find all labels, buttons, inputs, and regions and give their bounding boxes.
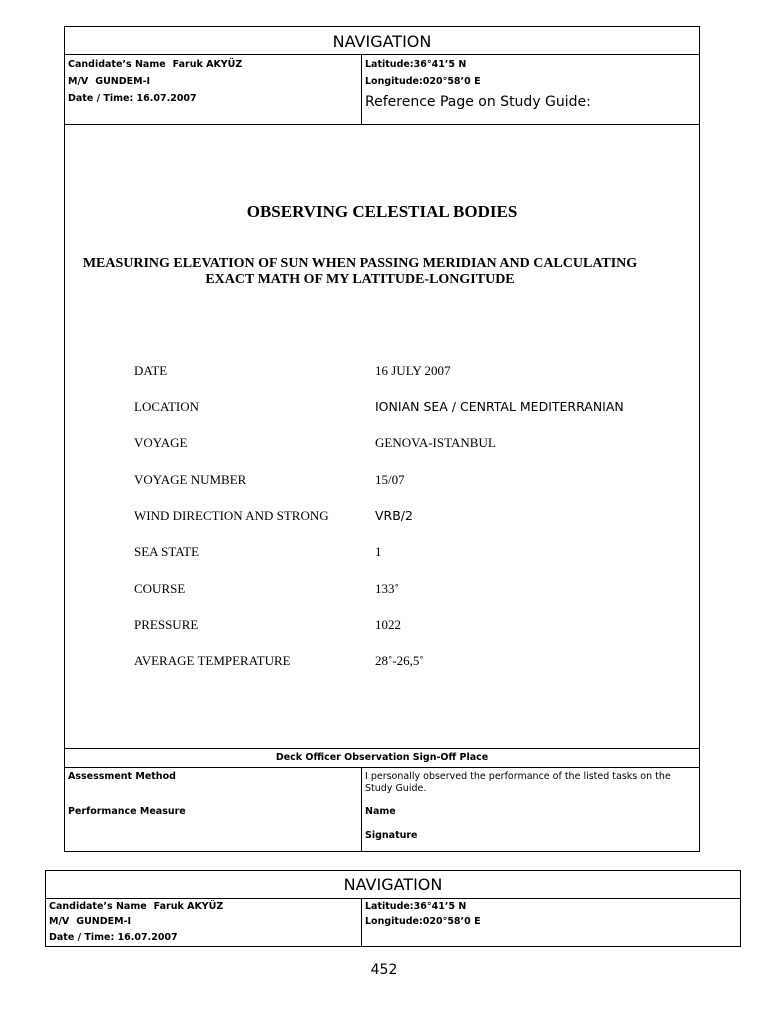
info-row-voyage-number xyxy=(134,472,694,492)
info-row-date xyxy=(134,363,694,383)
vessel-field xyxy=(68,76,150,88)
info-value: 1022 xyxy=(375,617,401,632)
info-label: SEA STATE xyxy=(134,544,200,559)
info-row-temperature xyxy=(134,653,694,673)
info-value: 28˚-26,5˚ xyxy=(375,653,424,668)
info-value: 133˚ xyxy=(375,581,399,596)
info-label: PRESSURE xyxy=(134,617,199,632)
candidate-label: Candidate’s Name xyxy=(68,59,166,70)
info-label: DATE xyxy=(134,363,168,378)
reference-page-field: Reference Page on Study Guide: xyxy=(365,94,591,110)
latitude-field: Latitude:36°41’5 N xyxy=(365,59,467,70)
vessel-name: GUNDEM-I xyxy=(95,76,151,87)
divider xyxy=(361,767,362,851)
info-value: 1 xyxy=(375,544,382,559)
info-row-sea-state xyxy=(134,544,694,564)
candidate-name-field xyxy=(68,59,242,71)
signoff-heading: Deck Officer Observation Sign-Off Place xyxy=(275,752,489,763)
info-row-location xyxy=(134,399,694,419)
divider xyxy=(65,54,699,55)
divider xyxy=(361,898,362,946)
divider xyxy=(65,748,699,749)
divider xyxy=(46,898,740,899)
page-subtitle xyxy=(65,256,655,288)
candidate-label: Candidate’s Name xyxy=(49,901,147,912)
signature-label: Signature xyxy=(365,830,418,841)
subtitle-line: MEASURING ELEVATION OF SUN WHEN PASSING MERIDIAN AND CALCULATING xyxy=(82,256,638,271)
info-row-pressure xyxy=(134,617,694,637)
divider xyxy=(65,767,699,768)
vessel-label: M/V xyxy=(68,76,89,87)
info-row-course xyxy=(134,581,694,601)
info-row-voyage xyxy=(134,435,694,455)
candidate-name: Faruk AKYÜZ xyxy=(172,59,243,70)
observed-statement: I personally observed the performance of the listed tasks on the Study Guide. xyxy=(365,771,671,794)
navigation-form xyxy=(64,26,700,852)
latitude-field: Latitude:36°41’5 N xyxy=(365,901,467,912)
page-number: 452 xyxy=(370,962,398,978)
info-label: VOYAGE xyxy=(134,435,188,450)
performance-measure-label: Performance Measure xyxy=(68,806,186,817)
info-label: LOCATION xyxy=(134,399,199,414)
divider xyxy=(361,54,362,124)
vessel-name: GUNDEM-I xyxy=(76,916,132,927)
navigation-form-footer xyxy=(45,870,741,947)
info-label: AVERAGE TEMPERATURE xyxy=(134,653,291,668)
page-title: OBSERVING CELESTIAL BODIES xyxy=(246,202,518,221)
longitude-field: Longitude:020°58’0 E xyxy=(365,916,481,927)
info-value: 16 JULY 2007 xyxy=(375,363,451,378)
date-time-field: Date / Time: 16.07.2007 xyxy=(49,932,178,943)
candidate-name: Faruk AKYÜZ xyxy=(153,901,224,912)
info-label: WIND DIRECTION AND STRONG xyxy=(134,508,329,523)
form-header: NAVIGATION xyxy=(332,32,432,51)
assessment-method-label: Assessment Method xyxy=(68,771,176,782)
info-value: IONIAN SEA / CENRTAL MEDITERRANIAN xyxy=(375,399,624,414)
vessel-label: M/V xyxy=(49,916,70,927)
info-label: COURSE xyxy=(134,581,186,596)
info-value: 15/07 xyxy=(375,472,405,487)
date-time-field: Date / Time: 16.07.2007 xyxy=(68,93,197,104)
info-value: VRB/2 xyxy=(375,508,413,523)
info-label: VOYAGE NUMBER xyxy=(134,472,247,487)
name-label: Name xyxy=(365,806,396,817)
subtitle-line: EXACT MATH OF MY LATITUDE-LONGITUDE xyxy=(205,272,515,287)
divider xyxy=(65,124,699,125)
vessel-field xyxy=(49,916,131,928)
info-value: GENOVA-ISTANBUL xyxy=(375,435,496,450)
candidate-name-field xyxy=(49,901,223,913)
form-header: NAVIGATION xyxy=(343,875,443,894)
info-row-wind xyxy=(134,508,694,528)
longitude-field: Longitude:020°58’0 E xyxy=(365,76,481,87)
